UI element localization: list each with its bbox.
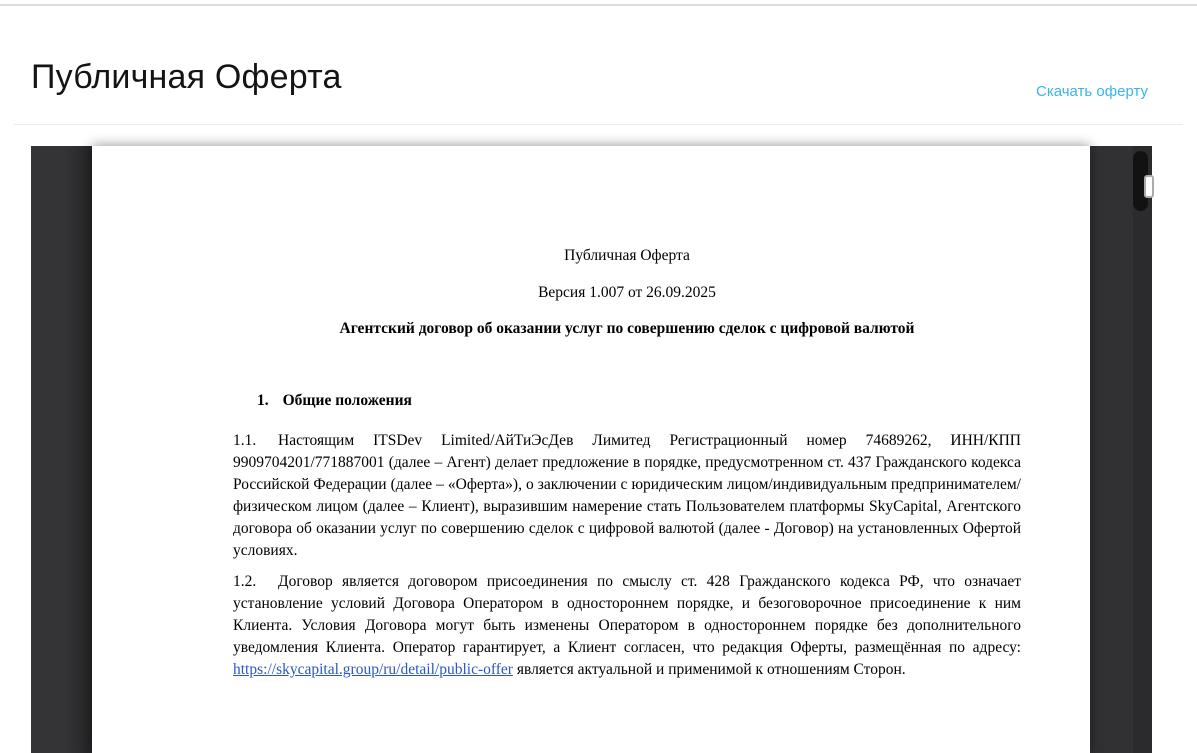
paragraph-number: 1.2.: [233, 573, 257, 590]
section-heading: [233, 390, 1021, 412]
paragraph-text: Договор является договором присоединения по смыслу ст. 428 Гражданского кодекса РФ, что означает установление условий Договора Оператором в одностороннем порядке, и безоговорочное присоединение к ним Клиента. Условия Договора могут быть изменены Оператором в одностороннем порядке без дополнительного уведомления Клиента. Оператор гарантирует, а Клиент согласен, что редакция Оферты, размещённая по адресу:: [233, 573, 1021, 656]
doc-version-line: Версия 1.007 от 26.09.2025: [538, 284, 716, 301]
paragraph-number: 1.1.: [233, 432, 257, 449]
page-title: Публичная Оферта: [31, 58, 342, 96]
section-title: Общие положения: [282, 392, 412, 409]
document-page: [92, 146, 1090, 753]
doc-title: Публичная Оферта: [564, 247, 690, 264]
download-offer-link[interactable]: Скачать оферту: [1036, 83, 1148, 100]
section-number: 1.: [257, 392, 269, 409]
offer-url-link[interactable]: https://skycapital.group/ru/detail/public-offer: [233, 661, 513, 678]
top-border: [0, 4, 1197, 6]
viewer-side-handle[interactable]: [1144, 175, 1154, 198]
paragraph-text: Настоящим ITSDev Limited/АйТиЭсДев Лимитед Регистрационный номер 74689262, ИНН/КПП 9909704201/771887001 (далее – Агент) делает предложение в порядке, предусмотренном ст. 437 Гражданского кодекса Российской Федерации (далее – «Оферта»), о заключении с юридическим лицом/индивидуальным предпринимателем/физическом лицом (далее – Клиент), выразившим намерение стать Пользователем платформы SkyCapital, Агентского договора об оказании услуг по совершению сделок с цифровой валютой (далее - Договор) на установленных Офертой условиях.: [233, 432, 1021, 559]
document-content: [233, 146, 1021, 753]
paragraph-text: является актуальной и применимой к отношениям Сторон.: [516, 661, 906, 678]
paragraph-1-1: [233, 430, 1021, 562]
header-divider: [14, 124, 1183, 125]
pdf-viewer: [31, 146, 1152, 753]
viewer-scrollbar-track[interactable]: [1133, 146, 1152, 753]
paragraph-1-2: [233, 571, 1021, 681]
doc-subtitle: Агентский договор об оказании услуг по совершению сделок с цифровой валютой: [339, 320, 915, 337]
viewer-left-gutter: [31, 146, 92, 753]
